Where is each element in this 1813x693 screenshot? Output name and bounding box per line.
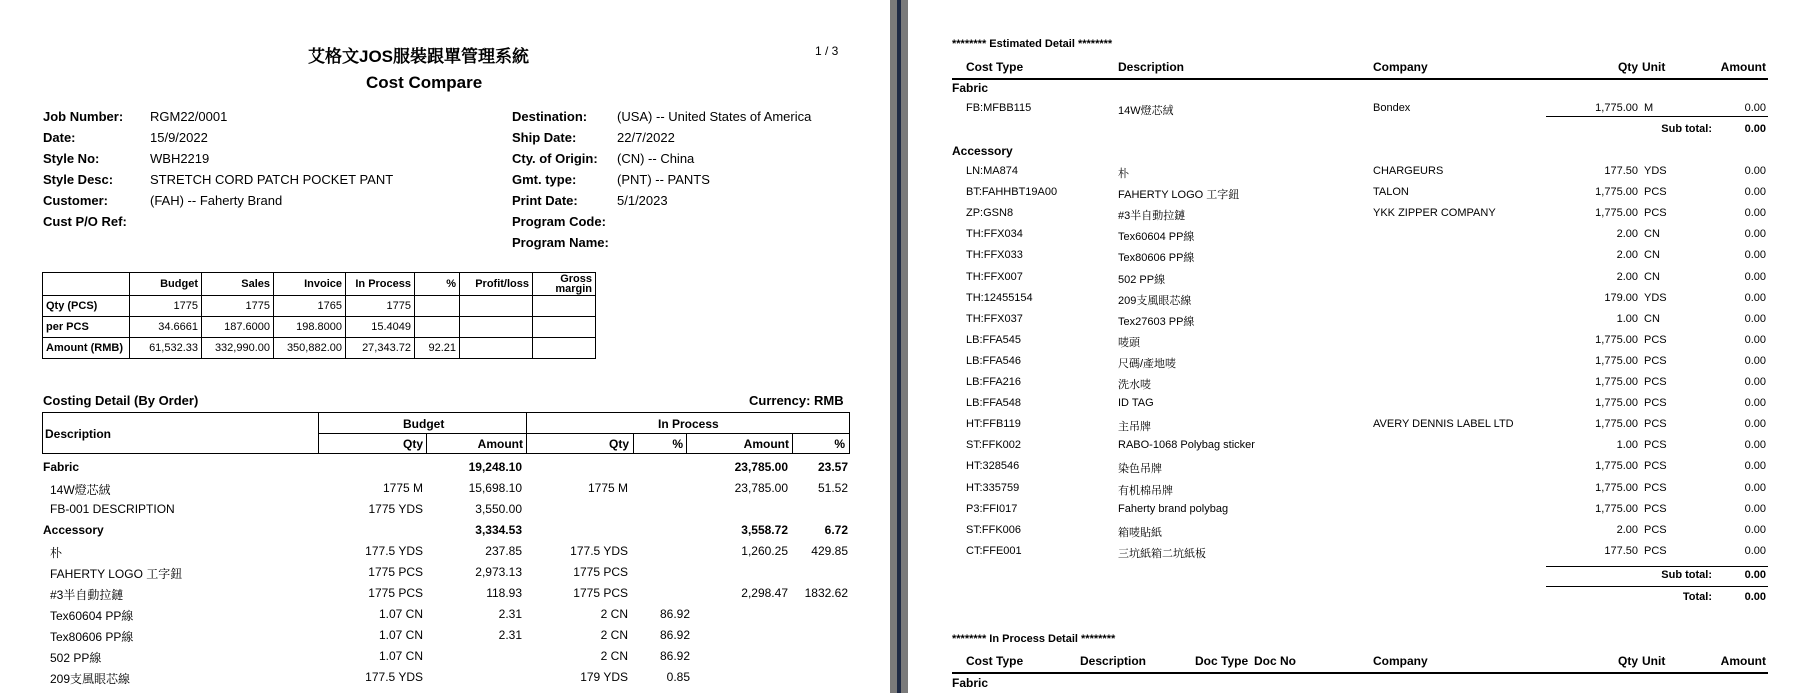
col-description: Description	[45, 427, 112, 441]
info-value: STRETCH CORD PATCH POCKET PANT	[150, 172, 394, 187]
detail-qty: 1.00	[1616, 312, 1638, 325]
detail-description: 朴	[1118, 168, 1129, 180]
hdr-qty: Qty	[1617, 60, 1638, 74]
detail-cost-type: P3:FFI017	[966, 502, 1018, 515]
detail-qty: 2.00	[1616, 270, 1638, 283]
costing-budget-qty: 1775 PCS	[368, 586, 423, 600]
summary-cell: 198.8000	[274, 317, 346, 338]
costing-budget-amount: 3,550.00	[475, 502, 522, 516]
costing-inprocess-amount: 2,298.47	[741, 586, 788, 600]
sub-header-pct: %	[672, 437, 683, 451]
summary-cell: 34.6661	[130, 317, 202, 338]
summary-header: Gross margin	[533, 273, 596, 296]
detail-cost-type: ZP:GSN8	[966, 207, 1014, 220]
detail-description: #3半自動拉鏈	[1118, 210, 1186, 223]
group-budget: Budget	[403, 417, 445, 431]
detail-cost-type: LN:MA874	[966, 165, 1018, 177]
summary-row	[43, 338, 596, 359]
info-label: Date:	[43, 130, 76, 145]
costing-title: Costing Detail (By Order)	[43, 393, 199, 408]
costing-inprocess-pct2: 6.72	[824, 523, 848, 537]
detail-amount: 0.00	[1744, 523, 1766, 536]
page-number: 1 / 3	[815, 44, 839, 58]
detail-amount: 0.00	[1744, 502, 1766, 515]
detail-description: 三坑紙箱二坑紙板	[1118, 547, 1206, 560]
detail-unit: PCS	[1644, 418, 1667, 431]
detail-amount: 0.00	[1744, 291, 1766, 304]
page-separator	[890, 0, 908, 693]
summary-cell: 61,532.33	[130, 338, 202, 359]
costing-row-description: Tex60604 PP線	[50, 609, 134, 623]
ip-hdr-cost-type: Cost Type	[966, 654, 1024, 668]
fabric-subtotal-label: Sub total:	[1661, 123, 1712, 135]
costing-inprocess-amount: 23,785.00	[734, 481, 788, 495]
detail-cost-type: TH:FFX034	[966, 228, 1023, 241]
detail-description: 14W燈芯絨	[1118, 105, 1174, 117]
info-label: Print Date:	[512, 193, 578, 208]
detail-unit: YDS	[1644, 291, 1667, 304]
detail-company: YKK ZIPPER COMPANY	[1373, 207, 1496, 220]
detail-company: TALON	[1373, 186, 1409, 199]
summary-cell: 187.6000	[202, 317, 274, 338]
costing-budget-amount: 15,698.10	[468, 481, 522, 495]
costing-row-description: 朴	[50, 546, 63, 560]
costing-row-description: 502 PP線	[50, 651, 102, 665]
costing-budget-qty: 177.5 YDS	[365, 544, 423, 558]
costing-budget-qty: 1.07 CN	[378, 607, 423, 621]
detail-unit: PCS	[1644, 376, 1667, 388]
sub-header-qty: Qty	[402, 437, 423, 451]
detail-cost-type: HT:328546	[966, 460, 1020, 473]
info-label: Program Name:	[512, 235, 609, 250]
info-label: Style No:	[43, 151, 100, 166]
detail-cost-type: CT:FFE001	[966, 544, 1022, 557]
ip-hdr-amount: Amount	[1720, 654, 1766, 668]
detail-unit: PCS	[1644, 207, 1667, 220]
info-value: (PNT) -- PANTS	[617, 172, 710, 187]
summary-cell	[460, 338, 533, 359]
detail-qty: 1,775.00	[1595, 333, 1638, 346]
detail-description: 唛頭	[1118, 336, 1140, 349]
fabric-subtotal-value: 0.00	[1744, 123, 1766, 135]
summary-header: %	[415, 273, 460, 296]
summary-cell	[415, 296, 460, 317]
info-value: RGM22/0001	[150, 109, 228, 124]
costing-inprocess-qty: 2 CN	[600, 628, 628, 642]
costing-inprocess-pct2: 51.52	[817, 481, 848, 495]
summary-cell: 15.4049	[346, 317, 415, 338]
summary-header: Sales	[202, 273, 274, 296]
detail-description: FAHERTY LOGO 工字鈕	[1118, 189, 1240, 202]
accessory-subtotal-label: Sub total:	[1661, 569, 1712, 581]
info-value: WBH2219	[150, 151, 210, 166]
group-in-process: In Process	[658, 417, 719, 431]
summary-cell: 332,990.00	[202, 338, 274, 359]
hdr-amount: Amount	[1720, 60, 1766, 74]
detail-amount: 0.00	[1744, 249, 1766, 262]
detail-amount: 0.00	[1744, 312, 1766, 325]
detail-description: 箱唛貼紙	[1118, 526, 1162, 539]
detail-unit: PCS	[1644, 523, 1667, 536]
detail-cost-type: BT:FAHHBT19A00	[966, 186, 1058, 199]
summary-cell	[460, 296, 533, 317]
info-label: Program Code:	[512, 214, 606, 229]
costing-inprocess-pct: 0.85	[666, 670, 690, 684]
costing-inprocess-qty: 2 CN	[600, 649, 628, 663]
detail-amount: 0.00	[1744, 165, 1766, 177]
costing-row-description: FAHERTY LOGO 工字鈕	[50, 567, 183, 581]
detail-amount: 0.00	[1744, 460, 1766, 473]
total-label: Total:	[1682, 591, 1712, 603]
fabric-group-label: Fabric	[952, 81, 989, 95]
ip-hdr-unit: Unit	[1642, 654, 1666, 668]
detail-qty: 1.00	[1616, 439, 1638, 452]
info-label: Cust P/O Ref:	[43, 214, 127, 229]
detail-unit: PCS	[1644, 186, 1667, 199]
detail-cost-type: FB:MFBB115	[966, 102, 1032, 114]
summary-row	[43, 296, 596, 317]
summary-row-label: per PCS	[43, 317, 130, 338]
detail-qty: 1,775.00	[1595, 460, 1638, 473]
detail-description: Tex80606 PP線	[1118, 252, 1195, 265]
costing-budget-amount: 2.31	[498, 628, 522, 642]
info-label: Ship Date:	[512, 130, 577, 145]
detail-unit: CN	[1644, 228, 1660, 241]
detail-description: 主吊牌	[1118, 421, 1151, 434]
detail-description: RABO-1068 Polybag sticker	[1118, 439, 1255, 452]
detail-unit: PCS	[1644, 481, 1667, 494]
detail-description: 502 PP線	[1118, 273, 1166, 286]
detail-qty: 177.50	[1604, 544, 1638, 557]
ip-hdr-doc-type: Doc Type	[1195, 654, 1249, 668]
summary-cell: 27,343.72	[346, 338, 415, 359]
costing-inprocess-amount: 3,558.72	[741, 523, 788, 537]
detail-amount: 0.00	[1744, 102, 1766, 114]
detail-cost-type: HT:335759	[966, 481, 1020, 494]
info-value: (USA) -- United States of America	[617, 109, 812, 124]
detail-cost-type: ST:FFK002	[966, 439, 1022, 452]
detail-qty: 2.00	[1616, 228, 1638, 241]
detail-amount: 0.00	[1744, 481, 1766, 494]
hdr-cost-type: Cost Type	[966, 60, 1024, 74]
detail-description: Tex27603 PP線	[1118, 315, 1195, 328]
detail-cost-type: LB:FFA546	[966, 354, 1022, 367]
costing-inprocess-qty: 1775 PCS	[573, 565, 628, 579]
summary-cell: 1775	[346, 296, 415, 317]
summary-row	[43, 317, 596, 338]
detail-qty: 1,775.00	[1595, 354, 1638, 367]
info-label: Gmt. type:	[512, 172, 577, 187]
detail-description: Faherty brand polybag	[1118, 502, 1229, 515]
detail-cost-type: LB:FFA545	[966, 333, 1022, 346]
detail-amount: 0.00	[1744, 333, 1766, 346]
costing-inprocess-amount: 23,785.00	[734, 460, 788, 474]
detail-unit: CN	[1644, 270, 1660, 283]
costing-inprocess-pct2: 1832.62	[804, 586, 848, 600]
costing-inprocess-qty: 177.5 YDS	[570, 544, 628, 558]
currency-label: Currency: RMB	[749, 393, 844, 408]
summary-header-row	[43, 273, 596, 296]
costing-budget-qty: 1775 PCS	[368, 565, 423, 579]
detail-unit: PCS	[1644, 439, 1667, 452]
summary-table	[42, 272, 596, 359]
ip-hdr-description: Description	[1080, 654, 1147, 668]
info-label: Cty. of Origin:	[512, 151, 598, 166]
costing-budget-qty: 1.07 CN	[378, 649, 423, 663]
costing-budget-qty: 1.07 CN	[378, 628, 423, 642]
costing-budget-qty: 1775 M	[382, 481, 423, 495]
detail-unit: PCS	[1644, 544, 1667, 557]
detail-qty: 1,775.00	[1595, 418, 1638, 431]
detail-qty: 177.50	[1604, 165, 1638, 177]
summary-cell	[533, 338, 596, 359]
summary-cell	[460, 317, 533, 338]
costing-budget-amount: 237.85	[485, 544, 522, 558]
detail-cost-type: LB:FFA548	[966, 397, 1022, 410]
system-title: 艾格文JOS服裝跟單管理系統	[308, 47, 530, 66]
detail-amount: 0.00	[1744, 207, 1766, 220]
detail-qty: 1,775.00	[1595, 102, 1638, 114]
detail-cost-type: TH:FFX007	[966, 270, 1023, 283]
detail-unit: CN	[1644, 249, 1660, 262]
detail-amount: 0.00	[1744, 186, 1766, 199]
detail-amount: 0.00	[1744, 544, 1766, 557]
costing-inprocess-pct: 86.92	[659, 628, 690, 642]
detail-description: 染色吊牌	[1118, 463, 1162, 476]
detail-cost-type: TH:12455154	[966, 291, 1033, 304]
info-value: (FAH) -- Faherty Brand	[150, 193, 283, 208]
detail-unit: PCS	[1644, 502, 1667, 515]
summary-row-label: Amount (RMB)	[43, 338, 130, 359]
hdr-company: Company	[1373, 60, 1428, 74]
detail-qty: 1,775.00	[1595, 186, 1638, 199]
costing-inprocess-amount: 1,260.25	[741, 544, 788, 558]
summary-header: In Process	[346, 273, 415, 296]
accessory-group-label: Accessory	[952, 144, 1013, 158]
costing-row-description: #3半自動拉鏈	[50, 588, 124, 602]
ip-hdr-doc-no: Doc No	[1254, 654, 1296, 668]
detail-unit: CN	[1644, 312, 1660, 325]
summary-cell: 350,882.00	[274, 338, 346, 359]
summary-row-label: Qty (PCS)	[43, 296, 130, 317]
costing-inprocess-qty: 1775 M	[587, 481, 628, 495]
detail-amount: 0.00	[1744, 270, 1766, 283]
detail-unit: PCS	[1644, 460, 1667, 473]
detail-qty: 2.00	[1616, 523, 1638, 536]
detail-qty: 1,775.00	[1595, 207, 1638, 220]
info-label: Style Desc:	[43, 172, 114, 187]
hdr-unit: Unit	[1642, 60, 1666, 74]
costing-budget-qty: 177.5 YDS	[365, 670, 423, 684]
costing-budget-qty: 1775 YDS	[368, 502, 423, 516]
detail-cost-type: LB:FFA216	[966, 376, 1022, 388]
costing-budget-amount: 2,973.13	[475, 565, 522, 579]
costing-inprocess-qty: 179 YDS	[580, 670, 628, 684]
total-value: 0.00	[1744, 591, 1766, 603]
detail-description: 有机棉吊牌	[1118, 484, 1173, 497]
detail-unit: PCS	[1644, 354, 1667, 367]
hdr-description: Description	[1118, 60, 1185, 74]
info-label: Destination:	[512, 109, 588, 124]
costing-budget-amount: 3,334.53	[475, 523, 522, 537]
summary-header: Invoice	[274, 273, 346, 296]
costing-row-description: FB-001 DESCRIPTION	[50, 502, 175, 516]
summary-cell: 1765	[274, 296, 346, 317]
report-page-2	[908, 0, 1813, 693]
costing-inprocess-pct: 86.92	[659, 607, 690, 621]
accessory-subtotal-value: 0.00	[1744, 569, 1766, 581]
detail-qty: 1,775.00	[1595, 502, 1638, 515]
summary-header: Budget	[130, 273, 202, 296]
sub-header-amount: Amount	[743, 437, 789, 451]
detail-cost-type: TH:FFX037	[966, 312, 1023, 325]
costing-row-description: 209支風眼芯線	[50, 672, 131, 686]
detail-description: 尺碼/產地唛	[1118, 357, 1177, 370]
detail-amount: 0.00	[1744, 376, 1766, 388]
detail-description: ID TAG	[1118, 397, 1154, 410]
detail-qty: 1,775.00	[1595, 376, 1638, 388]
summary-cell	[533, 317, 596, 338]
detail-unit: PCS	[1644, 397, 1667, 410]
costing-inprocess-qty: 2 CN	[600, 607, 628, 621]
detail-description: 209支風眼芯線	[1118, 294, 1192, 307]
costing-row-description: Accessory	[43, 523, 104, 537]
summary-cell: 92.21	[415, 338, 460, 359]
costing-header-box	[42, 412, 850, 454]
detail-unit: M	[1644, 102, 1654, 114]
ip-hdr-company: Company	[1373, 654, 1428, 668]
sub-header-qty: Qty	[608, 437, 629, 451]
info-value: 15/9/2022	[150, 130, 208, 145]
summary-header	[43, 273, 130, 296]
report-page-1	[0, 0, 890, 693]
costing-row-description: Fabric	[43, 460, 80, 474]
in-process-detail-title: ******** In Process Detail ********	[952, 633, 1116, 645]
costing-budget-amount: 118.93	[486, 586, 522, 600]
detail-cost-type: ST:FFK006	[966, 523, 1022, 536]
detail-unit: YDS	[1644, 165, 1667, 177]
costing-row-description: Tex80606 PP線	[50, 630, 134, 644]
summary-header: Profit/loss	[460, 273, 533, 296]
sub-header-amount: Amount	[477, 437, 523, 451]
sub-header-pct: %	[834, 437, 845, 451]
costing-inprocess-pct: 86.92	[659, 649, 690, 663]
detail-amount: 0.00	[1744, 397, 1766, 410]
detail-cost-type: HT:FFB119	[966, 418, 1021, 431]
detail-qty: 1,775.00	[1595, 481, 1638, 494]
detail-cost-type: TH:FFX033	[966, 249, 1023, 262]
info-label: Customer:	[43, 193, 109, 208]
costing-row-description: 14W燈芯絨	[50, 483, 111, 497]
detail-amount: 0.00	[1744, 439, 1766, 452]
info-value: (CN) -- China	[617, 151, 695, 166]
summary-cell: 1775	[130, 296, 202, 317]
summary-cell	[533, 296, 596, 317]
ip-hdr-qty: Qty	[1617, 654, 1638, 668]
info-value: 22/7/2022	[617, 130, 675, 145]
costing-inprocess-pct2: 429.85	[811, 544, 848, 558]
estimated-detail-title: ******** Estimated Detail ********	[952, 38, 1113, 50]
detail-amount: 0.00	[1744, 228, 1766, 241]
info-value: 5/1/2023	[617, 193, 668, 208]
detail-description: 洗水唛	[1118, 379, 1151, 391]
detail-qty: 2.00	[1616, 249, 1638, 262]
detail-amount: 0.00	[1744, 354, 1766, 367]
ip-fabric-label: Fabric	[952, 676, 989, 690]
info-label: Job Number:	[43, 109, 124, 124]
costing-inprocess-pct2: 23.57	[817, 460, 848, 474]
detail-qty: 179.00	[1604, 291, 1638, 304]
detail-unit: PCS	[1644, 333, 1667, 346]
costing-inprocess-qty: 1775 PCS	[573, 586, 628, 600]
costing-budget-amount: 2.31	[498, 607, 522, 621]
detail-description: Tex60604 PP線	[1118, 231, 1195, 244]
detail-company: CHARGEURS	[1373, 165, 1444, 177]
summary-cell	[415, 317, 460, 338]
detail-company: Bondex	[1373, 102, 1411, 114]
detail-company: AVERY DENNIS LABEL LTD	[1373, 418, 1514, 431]
detail-qty: 1,775.00	[1595, 397, 1638, 410]
summary-cell: 1775	[202, 296, 274, 317]
report-title: Cost Compare	[366, 73, 483, 92]
detail-amount: 0.00	[1744, 418, 1766, 431]
costing-budget-amount: 19,248.10	[468, 460, 522, 474]
